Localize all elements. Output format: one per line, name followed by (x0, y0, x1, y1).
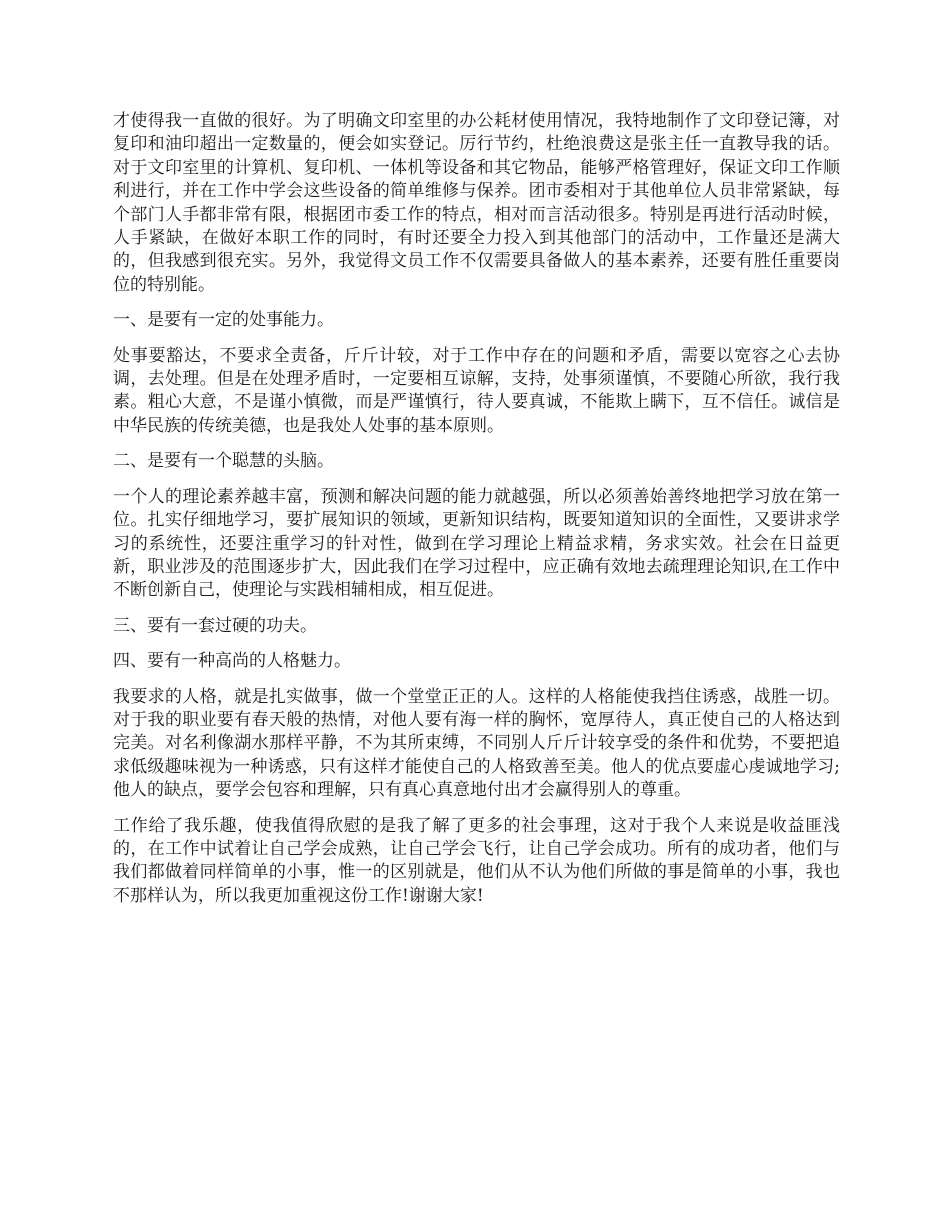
paragraph-point-one: 处事要豁达，不要求全责备，斤斤计较，对于工作中存在的问题和矛盾，需要以宽容之心去协调，去处理。但是在处理矛盾时，一定要相互谅解，支持，处事须谨慎，不要随心所欲，我行我素。粗心大意，不是谨小慎微，而是严谨慎行，待人要真诚，不能欺上瞒下，互不信任。诚信是中华民族的传统美德，也是我处人处事的基本原则。 (113, 345, 840, 436)
heading-point-three: 三、要有一套过硬的功夫。 (113, 615, 317, 636)
paragraph-conclusion: 工作给了我乐趣，使我值得欣慰的是我了解了更多的社会事理，这对于我个人来说是收益匪浅的，在工作中试着让自己学会成熟，让自己学会飞行，让自己学会成功。所有的成功者，他们与我们都做着同样简单的小事，惟一的区别就是，他们从不认为他们所做的事是简单的小事，我也不那样认为，所以我更加重视这份工作!谢谢大家! (113, 815, 840, 906)
paragraph-point-four: 我要求的人格，就是扎实做事，做一个堂堂正正的人。这样的人格能使我挡住诱惑，战胜一切。对于我的职业要有春天般的热情，对他人要有海一样的胸怀，宽厚待人，真正使自己的人格达到完美。对名利像湖水那样平静，不为其所束缚，不同别人斤斤计较享受的条件和优势，不要把追求低级趣味视为一种诱惑，只有这样才能使自己的人格致善至美。他人的优点要虚心虔诚地学习;他人的缺点，要学会包容和理解，只有真心真意地付出才会赢得别人的尊重。 (113, 686, 840, 801)
heading-point-four: 四、要有一种高尚的人格魅力。 (113, 651, 351, 672)
document-page (113, 110, 840, 920)
paragraph-intro: 才使得我一直做的很好。为了明确文印室里的办公耗材使用情况，我特地制作了文印登记簿，对复印和油印超出一定数量的，便会如实登记。厉行节约，杜绝浪费这是张主任一直教导我的话。对于文印室里的计算机、复印机、一体机等设备和其它物品，能够严格管理好，保证文印工作顺利进行，并在工作中学会这些设备的简单维修与保养。团市委相对于其他单位人员非常紧缺，每个部门人手都非常有限，根据团市委工作的特点，相对而言活动很多。特别是再进行活动时候，人手紧缺，在做好本职工作的同时，有时还要全力投入到其他部门的活动中，工作量还是满大的，但我感到很充实。另外，我觉得文员工作不仅需要具备做人的基本素养，还要有胜任重要岗位的特别能。 (113, 111, 840, 295)
paragraph-point-two: 一个人的理论素养越丰富，预测和解决问题的能力就越强，所以必须善始善终地把学习放在第一位。扎实仔细地学习，要扩展知识的领域，更新知识结构，既要知道知识的全面性，又要讲求学习的系统性，还要注重学习的针对性，做到在学习理论上精益求精，务求实效。社会在日益更新，职业涉及的范围逐步扩大，因此我们在学习过程中，应正确有效地去疏理理论知识,在工作中不断创新自己，使理论与实践相辅相成，相互促进。 (113, 486, 840, 601)
heading-point-one: 一、是要有一定的处事能力。 (113, 310, 334, 331)
heading-point-two: 二、是要有一个聪慧的头脑。 (113, 451, 334, 472)
